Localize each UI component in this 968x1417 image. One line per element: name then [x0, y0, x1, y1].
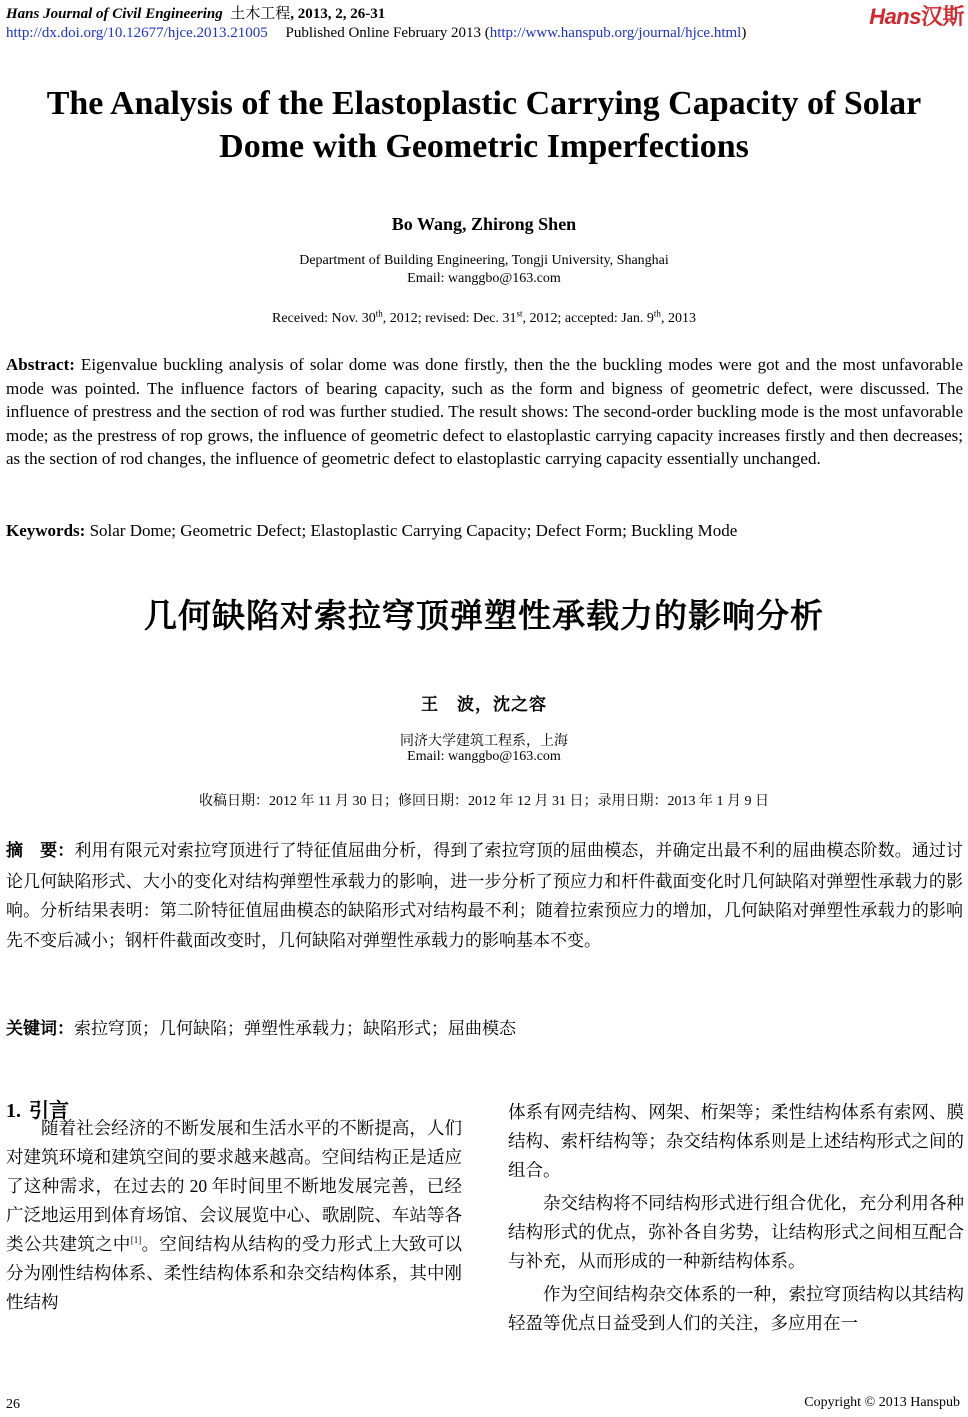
- abstract-en: [6, 353, 963, 471]
- ordinal-suffix: st: [516, 308, 523, 319]
- title-line-1: The Analysis of the Elastoplastic Carrying Capacity of Solar: [46, 85, 922, 122]
- journal-issue: , 2013, 2, 26-31: [290, 6, 386, 22]
- ordinal-suffix: th: [375, 308, 383, 319]
- keywords-cn: [6, 1017, 963, 1041]
- received-dates-cn: 收稿日期：2012 年 11 月 30 日；修回日期：2012 年 12 月 31 日；录用日期：2013 年 1 月 9 日: [199, 794, 769, 809]
- ordinal-suffix: th: [653, 308, 661, 319]
- received-part: Received: Nov. 30: [272, 311, 376, 326]
- hanspub-logo: [869, 0, 964, 31]
- journal-name-cn: 土木工程: [230, 6, 291, 22]
- keywords-label-cn: 关键词：: [6, 1019, 74, 1039]
- authors-en: Bo Wang, Zhirong Shen: [391, 214, 577, 234]
- journal-name: Hans Journal of Civil Engineering: [6, 6, 223, 22]
- citation-ref-1[interactable]: [1]: [130, 1235, 142, 1246]
- paragraph-text: 。空间结构从结构的受力形式上大致可以分为刚性结构体系、柔性结构体系和杂交结构体系，其中刚性结构: [6, 1234, 463, 1312]
- authors-cn: 王 波，沈之容: [421, 695, 547, 714]
- copyright-notice: Copyright © 2013 Hanspub: [804, 1395, 960, 1410]
- keywords-en: [6, 519, 963, 543]
- abstract-text-en: Eigenvalue buckling analysis of solar dome was done firstly, then the the buckling modes were got and the most unfavorable mode was pointed. The influence factors of bearing capacity, such as the form and bigness of geometric defect, were discussed. The influence of prestress and the section of rod was further studied. The result shows: The second-order buckling mode is the most unfavorable mode; as the prestress of rop grows, the influence of geometric defect to elastoplastic carrying capacity increases firstly and then decreases; as the section of rod changes, the influence of geometric defect to elastoplastic carrying capacity essentially unchanged.: [6, 355, 963, 469]
- paper-title-en: [0, 82, 968, 168]
- logo-text-cn: 汉斯: [920, 4, 964, 29]
- paragraph-text: 随着社会经济的不断发展和生活水平的不断提高，人们对建筑环境和建筑空间的要求越来越高。空间结构正是适应了这种需求，在过去的 20 年时间里不断地发展完善，已经广泛地运用到体育场馆、会议展览中心、歌剧院、车站等各类公共建筑之中: [6, 1118, 462, 1254]
- abstract-label-cn: 摘 要：: [6, 841, 75, 861]
- body-column-right: [508, 1098, 964, 1338]
- keywords-text-en: Solar Dome; Geometric Defect; Elastoplastic Carrying Capacity; Defect Form; Buckling Mode: [85, 521, 738, 540]
- email-en: Email: wanggbo@163.com: [407, 271, 561, 286]
- accepted-part: , 2012; accepted: Jan. 9: [522, 311, 654, 326]
- abstract-label-en: Abstract:: [6, 355, 75, 374]
- journal-header: [6, 2, 385, 23]
- logo-text: Hans: [869, 4, 921, 29]
- keywords-label-en: Keywords:: [6, 521, 86, 540]
- section-title: 引言: [29, 1098, 69, 1122]
- email-cn: Email: wanggbo@163.com: [407, 749, 561, 764]
- year-part: , 2013: [660, 311, 696, 326]
- title-line-2: Dome with Geometric Imperfections: [219, 128, 749, 165]
- body-column-left: [6, 1114, 462, 1317]
- section-number: 1.: [6, 1100, 21, 1122]
- received-dates-en: [0, 308, 968, 327]
- abstract-text-cn: 利用有限元对索拉穹顶进行了特征值屈曲分析，得到了索拉穹顶的屈曲模态，并确定出最不利的屈曲模态阶数。通过讨论几何缺陷形式、大小的变化对结构弹塑性承载力的影响，进一步分析了预应力和杆件截面变化时几何缺陷对弹塑性承载力的影响。分析结果表明：第二阶特征值屈曲模态的缺陷形式对结构最不利；随着拉索预应力的增加，几何缺陷对弹塑性承载力的影响先不变后减小；钢杆件截面改变时，几何缺陷对弹塑性承载力的影响基本不变。: [6, 841, 964, 950]
- published-prefix: Published Online February 2013 (: [285, 25, 490, 41]
- abstract-cn: [6, 836, 963, 955]
- doi-link[interactable]: http://dx.doi.org/10.12677/hjce.2013.21005: [6, 25, 268, 41]
- keywords-text-cn: 索拉穹顶；几何缺陷；弹塑性承载力；缺陷形式；屈曲模态: [74, 1019, 516, 1038]
- paper-title-cn: 几何缺陷对索拉穹顶弹塑性承载力的影响分析: [144, 596, 824, 635]
- journal-url-link[interactable]: http://www.hanspub.org/journal/hjce.html: [489, 25, 742, 41]
- page-number: 26: [6, 1397, 20, 1412]
- paragraph: 作为空间结构杂交体系的一种，索拉穹顶结构以其结构轻盈等优点日益受到人们的关注，多应用在一: [508, 1284, 964, 1333]
- revised-part: , 2012; revised: Dec. 31: [382, 311, 517, 326]
- paragraph: 体系有网壳结构、网架、桁架等；柔性结构体系有索网、膜结构、索杆结构等；杂交结构体系则是上述结构形式之间的组合。: [508, 1102, 964, 1180]
- affiliation-en: Department of Building Engineering, Tongji University, Shanghai: [299, 253, 669, 268]
- paragraph: 杂交结构将不同结构形式进行组合优化，充分利用各种结构形式的优点，弥补各自劣势，让结构形式之间相互配合与补充，从而形成的一种新结构体系。: [508, 1193, 964, 1271]
- affiliation-cn: 同济大学建筑工程系，上海: [400, 734, 568, 749]
- published-suffix: ): [741, 25, 747, 41]
- paragraph: [6, 1114, 462, 1317]
- doi-line: [6, 25, 746, 42]
